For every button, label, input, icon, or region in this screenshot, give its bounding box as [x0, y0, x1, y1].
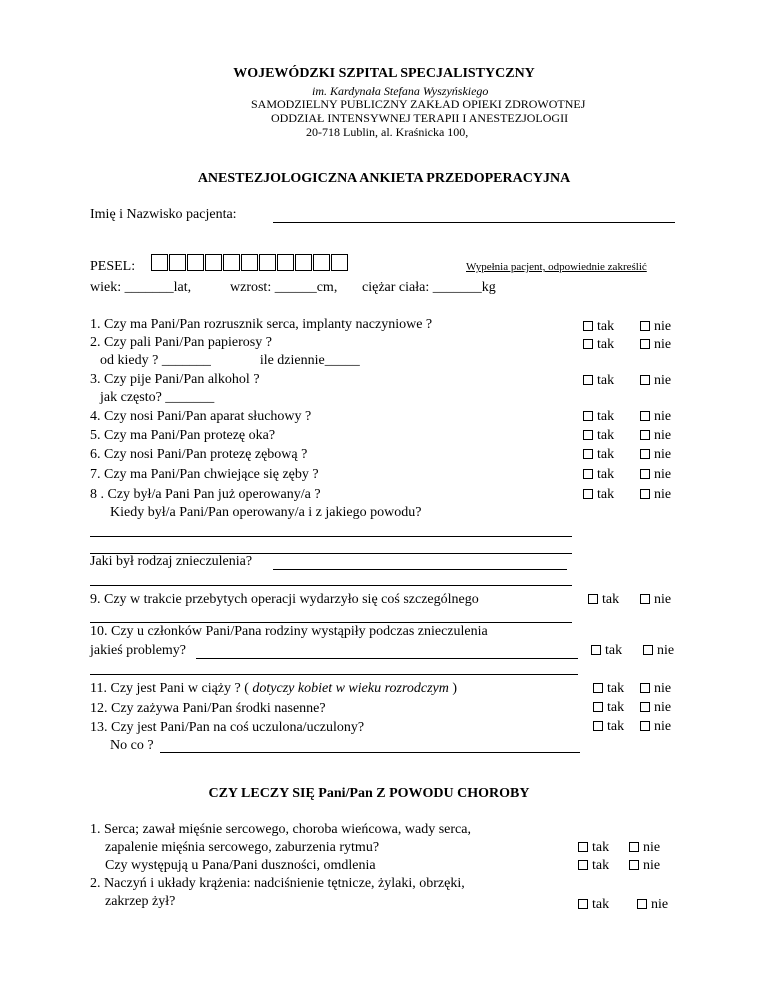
- yes-option[interactable]: [583, 447, 614, 463]
- pesel-digit-box[interactable]: [205, 254, 222, 271]
- question-12: 12. Czy zażywa Pani/Pan środki nasenne?: [90, 701, 326, 716]
- pesel-digit-box[interactable]: [223, 254, 240, 271]
- yes-option[interactable]: [583, 428, 614, 444]
- option-label: tak: [597, 487, 615, 502]
- yes-option[interactable]: [578, 840, 609, 856]
- no-option[interactable]: [640, 319, 671, 335]
- checkbox-icon[interactable]: [583, 430, 593, 440]
- hospital-name: WOJEWÓDZKI SZPITAL SPECJALISTYCZNY: [233, 66, 535, 81]
- checkbox-icon[interactable]: [640, 430, 650, 440]
- checkbox-icon[interactable]: [640, 449, 650, 459]
- checkbox-icon[interactable]: [640, 469, 650, 479]
- yes-option[interactable]: [583, 467, 614, 483]
- option-label: tak: [592, 840, 610, 855]
- question-8-sub: Kiedy był/a Pani/Pan operowany/a i z jakiego powodu?: [110, 505, 422, 520]
- question-6: 6. Czy nosi Pani/Pan protezę zębową ?: [90, 447, 308, 462]
- checkbox-icon[interactable]: [583, 469, 593, 479]
- checkbox-icon[interactable]: [640, 375, 650, 385]
- no-option[interactable]: [640, 409, 671, 425]
- no-option[interactable]: [640, 467, 671, 483]
- option-label: nie: [654, 719, 672, 734]
- weight-field[interactable]: ciężar ciała: _______kg: [362, 280, 496, 295]
- no-option[interactable]: [629, 840, 660, 856]
- option-label: tak: [597, 373, 615, 388]
- no-option[interactable]: [637, 897, 668, 913]
- no-option[interactable]: [643, 643, 674, 659]
- height-field[interactable]: wzrost: ______cm,: [230, 280, 338, 295]
- pesel-digit-box[interactable]: [313, 254, 330, 271]
- anesthesia-label: Jaki był rodzaj znieczulenia?: [90, 554, 253, 569]
- question-10-line2: jakieś problemy?: [90, 643, 187, 658]
- anesthesia-field[interactable]: [273, 569, 567, 570]
- question-1: 1. Czy ma Pani/Pan rozrusznik serca, implanty naczyniowe ?: [90, 317, 433, 332]
- patient-name-label: Imię i Nazwisko pacjenta:: [90, 207, 237, 222]
- checkbox-icon[interactable]: [583, 375, 593, 385]
- option-label: tak: [597, 409, 615, 424]
- option-label: nie: [651, 897, 669, 912]
- answer-line[interactable]: [90, 536, 572, 537]
- option-label: tak: [597, 428, 615, 443]
- answer-line[interactable]: [90, 674, 578, 675]
- checkbox-icon[interactable]: [640, 594, 650, 604]
- question-8: 8 . Czy był/a Pani Pan już operowany/a ?: [90, 487, 321, 502]
- pesel-digit-box[interactable]: [331, 254, 348, 271]
- question-3-sub[interactable]: jak często? _______: [100, 390, 215, 405]
- yes-option[interactable]: [588, 592, 619, 608]
- age-field[interactable]: wiek: _______lat,: [90, 280, 192, 295]
- question-7: 7. Czy ma Pani/Pan chwiejące się zęby ?: [90, 467, 319, 482]
- checkbox-icon[interactable]: [583, 489, 593, 499]
- no-option[interactable]: [640, 373, 671, 389]
- section2-title: CZY LECZY SIĘ Pani/Pan Z POWODU CHOROBY: [208, 786, 530, 801]
- checkbox-icon[interactable]: [629, 842, 639, 852]
- question-3: 3. Czy pije Pani/Pan alkohol ?: [90, 372, 260, 387]
- no-option[interactable]: [640, 700, 671, 716]
- institution-name: SAMODZIELNY PUBLICZNY ZAKŁAD OPIEKI ZDROWOTNEJ: [251, 97, 586, 111]
- option-label: tak: [597, 447, 615, 462]
- yes-option[interactable]: [591, 643, 622, 659]
- option-label: nie: [654, 447, 672, 462]
- option-label: nie: [654, 337, 672, 352]
- answer-line[interactable]: [90, 585, 572, 586]
- patient-name-field[interactable]: [273, 222, 675, 223]
- checkbox-icon[interactable]: [593, 702, 603, 712]
- disease-2-line1: 2. Naczyń i układy krążenia: nadciśnienie tętnicze, żylaki, obrzęki,: [90, 876, 465, 891]
- no-option[interactable]: [640, 719, 671, 735]
- question-11: 11. Czy jest Pani w ciąży ? ( dotyczy kobiet w wieku rozrodczym ): [90, 681, 458, 696]
- checkbox-icon[interactable]: [640, 321, 650, 331]
- checkbox-icon[interactable]: [591, 645, 601, 655]
- option-label: tak: [597, 467, 615, 482]
- disease-1-line2: zapalenie mięśnia sercowego, zaburzenia rytmu?: [105, 840, 380, 855]
- checkbox-icon[interactable]: [593, 683, 603, 693]
- no-option[interactable]: [640, 487, 671, 503]
- hospital-address: 20-718 Lublin, al. Kraśnicka 100,: [306, 125, 469, 139]
- checkbox-icon[interactable]: [643, 645, 653, 655]
- option-label: tak: [605, 643, 623, 658]
- checkbox-icon[interactable]: [640, 411, 650, 421]
- pesel-digit-box[interactable]: [277, 254, 294, 271]
- option-label: nie: [654, 681, 672, 696]
- question-13-sub: No co ?: [110, 738, 154, 753]
- pesel-digit-box[interactable]: [187, 254, 204, 271]
- no-option[interactable]: [640, 447, 671, 463]
- option-label: nie: [654, 373, 672, 388]
- yes-option[interactable]: [583, 373, 614, 389]
- disease-2-line2: zakrzep żył?: [105, 894, 176, 909]
- no-option[interactable]: [640, 592, 671, 608]
- pesel-digit-box[interactable]: [241, 254, 258, 271]
- pesel-boxes[interactable]: [151, 254, 349, 273]
- checkbox-icon[interactable]: [593, 721, 603, 731]
- checkbox-icon[interactable]: [637, 899, 647, 909]
- option-label: nie: [643, 840, 661, 855]
- checkbox-icon[interactable]: [640, 721, 650, 731]
- disease-1-line1: 1. Serca; zawał mięśnie sercowego, choroba wieńcowa, wady serca,: [90, 822, 471, 837]
- option-label: tak: [597, 337, 615, 352]
- yes-option[interactable]: [578, 897, 609, 913]
- checkbox-icon[interactable]: [583, 411, 593, 421]
- checkbox-icon[interactable]: [578, 899, 588, 909]
- pesel-digit-box[interactable]: [259, 254, 276, 271]
- no-option[interactable]: [629, 858, 660, 874]
- question-2-sub[interactable]: od kiedy ? _______ ile dziennie_____: [100, 353, 360, 368]
- checkbox-icon[interactable]: [629, 860, 639, 870]
- question-10-line1: 10. Czy u członków Pani/Pana rodziny wystąpiły podczas znieczulenia: [90, 624, 488, 639]
- yes-option[interactable]: [593, 700, 624, 716]
- option-label: tak: [597, 319, 615, 334]
- option-label: nie: [654, 467, 672, 482]
- yes-option[interactable]: [593, 719, 624, 735]
- pesel-digit-box[interactable]: [295, 254, 312, 271]
- checkbox-icon[interactable]: [583, 339, 593, 349]
- option-label: nie: [654, 428, 672, 443]
- option-label: nie: [654, 487, 672, 502]
- checkbox-icon[interactable]: [640, 339, 650, 349]
- option-label: tak: [607, 719, 625, 734]
- checkbox-icon[interactable]: [588, 594, 598, 604]
- no-option[interactable]: [640, 337, 671, 353]
- option-label: nie: [643, 858, 661, 873]
- checkbox-icon[interactable]: [640, 489, 650, 499]
- yes-option[interactable]: [583, 337, 614, 353]
- option-label: nie: [654, 592, 672, 607]
- pesel-label: PESEL:: [90, 259, 136, 274]
- disease-1-line3: Czy występują u Pana/Pani duszności, omdlenia: [105, 858, 376, 873]
- option-label: tak: [592, 858, 610, 873]
- question-13: 13. Czy jest Pani/Pan na coś uczulona/uczulony?: [90, 720, 365, 735]
- option-label: tak: [592, 897, 610, 912]
- option-label: nie: [654, 700, 672, 715]
- question-2: 2. Czy pali Pani/Pan papierosy ?: [90, 335, 272, 350]
- option-label: tak: [602, 592, 620, 607]
- question-9: 9. Czy w trakcie przebytych operacji wydarzyło się coś szczególnego: [90, 592, 479, 607]
- yes-option[interactable]: [578, 858, 609, 874]
- no-option[interactable]: [640, 428, 671, 444]
- question-10-field[interactable]: [196, 658, 578, 659]
- department-name: ODDZIAŁ INTENSYWNEJ TERAPII I ANESTEZJOLOGII: [271, 111, 569, 125]
- pesel-digit-box[interactable]: [169, 254, 186, 271]
- pesel-digit-box[interactable]: [151, 254, 168, 271]
- option-label: tak: [607, 700, 625, 715]
- checkbox-icon[interactable]: [578, 842, 588, 852]
- no-option[interactable]: [640, 681, 671, 697]
- question-5: 5. Czy ma Pani/Pan protezę oka?: [90, 428, 276, 443]
- allergy-field[interactable]: [160, 752, 580, 753]
- question-4: 4. Czy nosi Pani/Pan aparat słuchowy ?: [90, 409, 312, 424]
- checkbox-icon[interactable]: [583, 321, 593, 331]
- option-label: nie: [654, 409, 672, 424]
- checkbox-icon[interactable]: [583, 449, 593, 459]
- option-label: tak: [607, 681, 625, 696]
- yes-option[interactable]: [593, 681, 624, 697]
- answer-line[interactable]: [90, 622, 572, 623]
- hospital-patron: im. Kardynała Stefana Wyszyńskiego: [312, 84, 489, 98]
- checkbox-icon[interactable]: [640, 683, 650, 693]
- yes-option[interactable]: [583, 319, 614, 335]
- fill-note: Wypełnia pacjent, odpowiednie zakreślić: [466, 261, 647, 273]
- checkbox-icon[interactable]: [578, 860, 588, 870]
- checkbox-icon[interactable]: [640, 702, 650, 712]
- form-title: ANESTEZJOLOGICZNA ANKIETA PRZEDOPERACYJNA: [197, 171, 571, 186]
- option-label: nie: [654, 319, 672, 334]
- option-label: nie: [657, 643, 675, 658]
- yes-option[interactable]: [583, 487, 614, 503]
- yes-option[interactable]: [583, 409, 614, 425]
